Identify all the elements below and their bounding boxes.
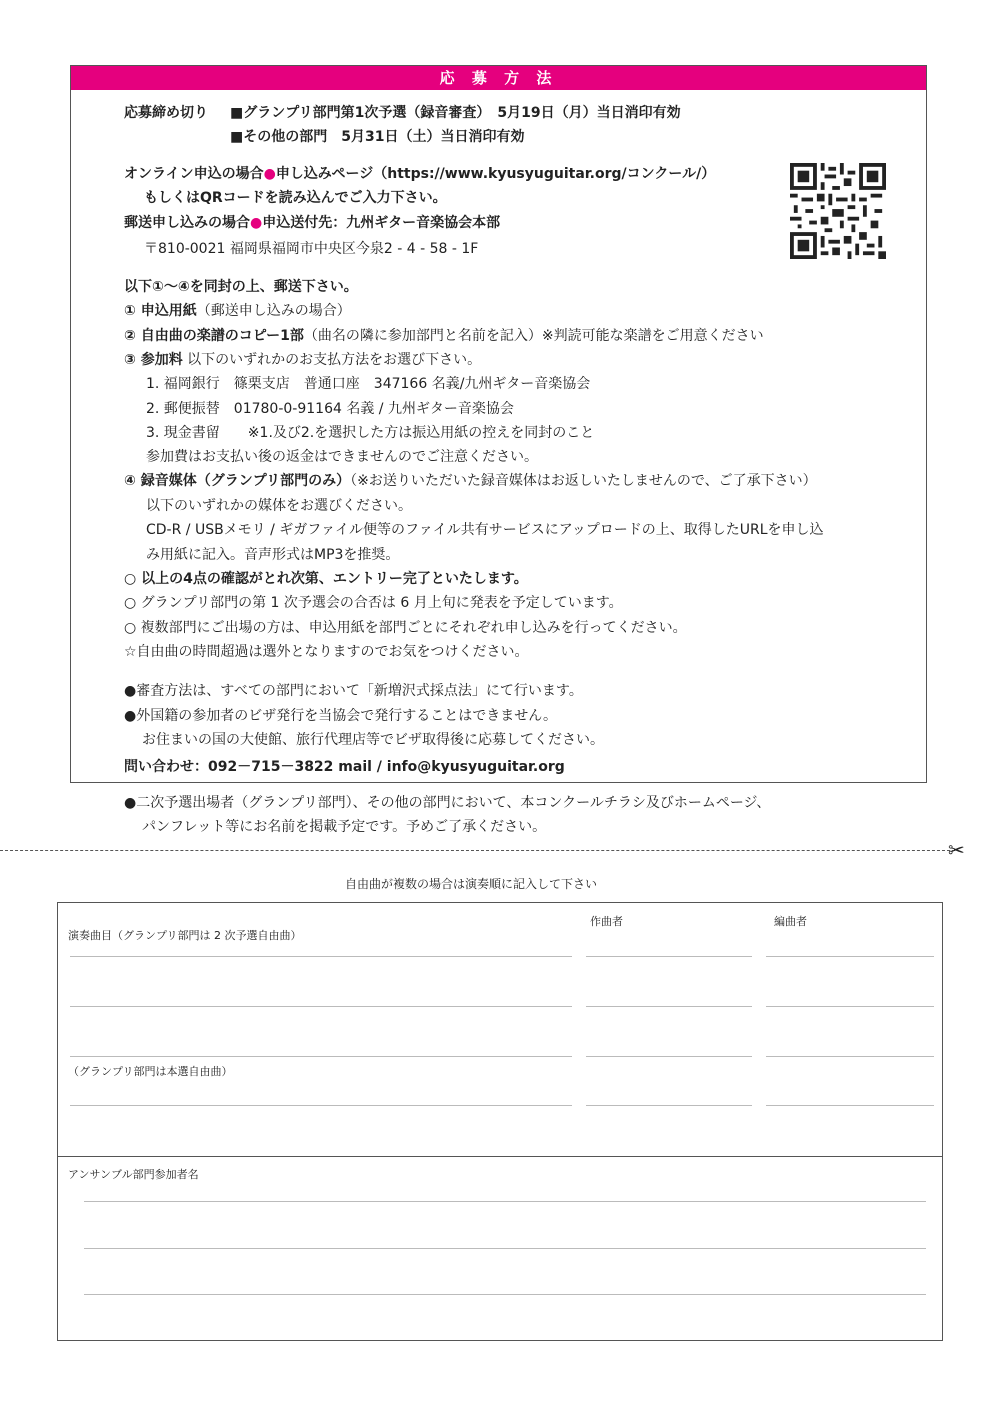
payment-1: 1. 福岡銀行 篠栗支店 普通口座 347166 名義/九州ギター音楽協会 — [146, 376, 591, 392]
item-2-note: （曲名の隣に参加部門と名前を記入）※判読可能な楽譜をご用意ください — [303, 328, 764, 344]
item-2-title: ② 自由曲の楽譜のコピー1部 — [124, 328, 304, 344]
mail-label: 郵送申し込みの場合 — [124, 215, 250, 231]
refund-note: 参加費はお支払い後の返金はできませんのでご注意ください。 — [146, 449, 538, 465]
final-composer-field[interactable] — [586, 1105, 752, 1106]
ensemble-field-1[interactable] — [84, 1201, 926, 1202]
item-2 — [124, 326, 764, 346]
payment-3: 3. 現金書留 ※1.及び2.を選択した方は振込用紙の控えを同封のこと — [146, 425, 595, 441]
piece-label: 演奏曲目（グランプリ部門は 2 次予選自由曲） — [68, 929, 302, 942]
deadline-other: ■その他の部門 5月31日（土）当日消印有効 — [230, 129, 525, 145]
arranger-field-3[interactable] — [766, 1056, 934, 1057]
section-title: 応 募 方 法 — [71, 66, 926, 90]
check-1: ○ 以上の4点の確認がとれ次第、エントリー完了といたします。 — [124, 571, 528, 587]
publication-note-1: ●二次予選出場者（グランプリ部門）、その他の部門において、本コンクールチラシ及びホームページ、 — [124, 795, 771, 811]
qr-code-icon[interactable] — [790, 163, 886, 259]
online-line — [124, 164, 715, 184]
mail-destination: 申込送付先：九州ギター音楽協会本部 — [262, 215, 501, 231]
item-4-title: ④ 録音媒体（グランプリ部門のみ） — [124, 473, 351, 489]
scissors-icon: ✂ — [948, 838, 965, 862]
online-link[interactable]: 申し込みページ（https://www.kyusyuguitar.org/コンクール/） — [275, 166, 716, 182]
form-caption: 自由曲が複数の場合は演奏順に記入して下さい — [345, 877, 598, 891]
item-4-line2: 以下のいずれかの媒体をお選びください。 — [146, 498, 412, 514]
item-4-line3: CD-R / USBメモリ / ギガファイル便等のファイル共有サービスにアップロードの上、取得したURLを申し込 — [146, 522, 824, 538]
item-1 — [124, 301, 351, 321]
publication-note-2: パンフレット等にお名前を掲載予定です。予めご了承ください。 — [142, 819, 547, 835]
arranger-field-1[interactable] — [766, 956, 934, 957]
item-3-note: 以下のいずれかのお支払方法をお選び下さい。 — [182, 352, 482, 368]
entry-form — [57, 902, 943, 1341]
check-4: ☆自由曲の時間超過は選外となりますのでお気をつけください。 — [124, 644, 529, 660]
item-4-line4: み用紙に記入。音声形式はMP3を推奨。 — [146, 547, 400, 563]
payment-2: 2. 郵便振替 01780-0-91164 名義 / 九州ギター音楽協会 — [146, 401, 514, 417]
final-arranger-field[interactable] — [766, 1105, 934, 1106]
item-3-title: ③ 参加料 — [124, 352, 183, 368]
form-divider — [58, 1156, 942, 1157]
enclose-intro: 以下①〜④を同封の上、郵送下さい。 — [124, 279, 358, 295]
arranger-field-2[interactable] — [766, 1006, 934, 1007]
online-qr-note: もしくはQRコードを読み込んでご入力下さい。 — [144, 190, 447, 206]
deadline-label: 応募締め切り — [124, 105, 208, 121]
bullet-icon: ● — [263, 166, 276, 182]
item-4 — [124, 471, 817, 491]
item-1-title: ① 申込用紙 — [124, 303, 197, 319]
composer-field-3[interactable] — [586, 1056, 752, 1057]
online-label: オンライン申込の場合 — [124, 166, 264, 182]
ensemble-field-3[interactable] — [84, 1294, 926, 1295]
check-3: ○ 複数部門にご出場の方は、申込用紙を部門ごとにそれぞれ申し込みを行ってください。 — [124, 620, 687, 636]
piece-field-3[interactable] — [70, 1056, 572, 1057]
mail-line — [124, 213, 500, 233]
note-judging: ●審査方法は、すべての部門において「新増沢式採点法」にて行います。 — [124, 683, 583, 699]
final-piece-field[interactable] — [70, 1105, 572, 1106]
item-1-note: （郵送申し込みの場合） — [196, 303, 351, 319]
bullet-icon: ● — [250, 215, 263, 231]
piece-field-1[interactable] — [70, 956, 572, 957]
check-2: ○ グランプリ部門の第 1 次予選会の合否は 6 月上旬に発表を予定しています。 — [124, 595, 623, 611]
item-3 — [124, 350, 481, 370]
note-visa-2: お住まいの国の大使館、旅行代理店等でビザ取得後に応募してください。 — [142, 732, 604, 748]
composer-field-1[interactable] — [586, 956, 752, 957]
composer-label: 作曲者 — [590, 915, 623, 928]
deadline-grandprix: ■グランプリ部門第1次予選（録音審査） 5月19日（月）当日消印有効 — [230, 105, 681, 121]
note-visa: ●外国籍の参加者のビザ発行を当協会で発行することはできません。 — [124, 708, 558, 724]
cut-line — [0, 850, 955, 851]
contact-info: 問い合わせ：092－715－3822 mail / info@kyusyuguitar.org — [124, 759, 565, 775]
ensemble-label: アンサンブル部門参加者名 — [68, 1168, 199, 1181]
composer-field-2[interactable] — [586, 1006, 752, 1007]
piece-field-2[interactable] — [70, 1006, 572, 1007]
mail-address: 〒810-0021 福岡県福岡市中央区今泉2 - 4 - 58 - 1F — [144, 241, 479, 257]
final-piece-label: （グランプリ部門は本選自由曲） — [68, 1065, 233, 1078]
item-4-note: （※お送りいただいた録音媒体はお返しいたしませんので、ご了承下さい） — [350, 473, 817, 489]
ensemble-field-2[interactable] — [84, 1248, 926, 1249]
arranger-label: 編曲者 — [774, 915, 807, 928]
